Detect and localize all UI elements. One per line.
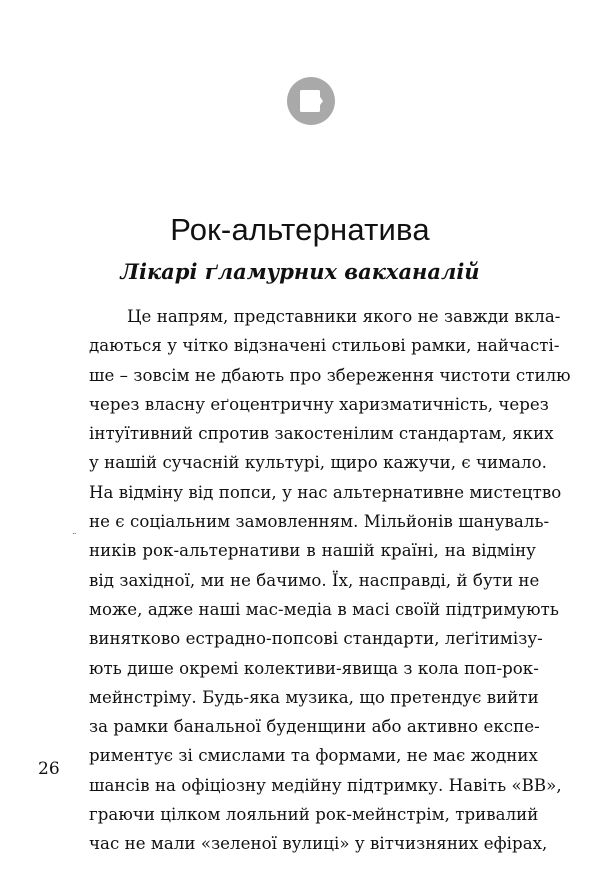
text-line: риментує зі смислами та формами, не має жодних [89, 746, 538, 766]
text-line: мейнстріму. Будь-яка музика, що претендує вийти [89, 687, 539, 707]
text-line: може, адже наші мас-медіа в масі своїй підтримують [89, 599, 559, 619]
text-line: даються у чітко відзначені стильові рамки, найчасті- [89, 336, 560, 356]
text-line: ше – зовсім не дбають про збереження чистоти стилю [89, 365, 571, 385]
text-line: не є соціальним замовленням. Мільйонів шануваль- [89, 512, 550, 532]
text-line: інтуїтивний спротив закостенілим стандартам, яких [89, 424, 554, 444]
text-line: На відміну від попси, у нас альтернативне мистецтво [89, 482, 562, 502]
play-icon [286, 76, 336, 126]
text-line: за рамки банальної буденщини або активно експе- [89, 717, 540, 737]
text-line: шансів на офіціозну медійну підтримку. Навіть «ВВ», [89, 775, 562, 795]
stray-mark: ¨ [72, 533, 77, 543]
text-line: ників рок-альтернативи в нашій країні, на відміну [89, 541, 536, 561]
page-number: 26 [38, 759, 60, 779]
text-line: ють дише окремі колективи-явища з кола поп-рок- [89, 658, 539, 678]
chapter-subtitle: Лікарі ґламурних вакханалій [120, 259, 480, 284]
text-line: винятково естрадно-попсові стандарти, леґітимізу- [89, 629, 543, 649]
text-line: час не мали «зеленої вулиці» у вітчизняних ефірах, [89, 834, 548, 854]
text-line: Це напрям, представники якого не завжди вкла- [127, 307, 561, 326]
body-text [89, 302, 571, 859]
text-line: від західної, ми не бачимо. Їх, насправді, й бути не [89, 570, 540, 590]
text-line: у нашій сучасній культурі, щиро кажучи, є чимало. [89, 453, 548, 473]
text-line: граючи цілком лояльний рок-мейнстрім, тривалий [89, 805, 539, 825]
chapter-title: Рок-альтернатива [170, 212, 430, 247]
text-line: через власну еґоцентричну харизматичність, через [89, 394, 549, 414]
